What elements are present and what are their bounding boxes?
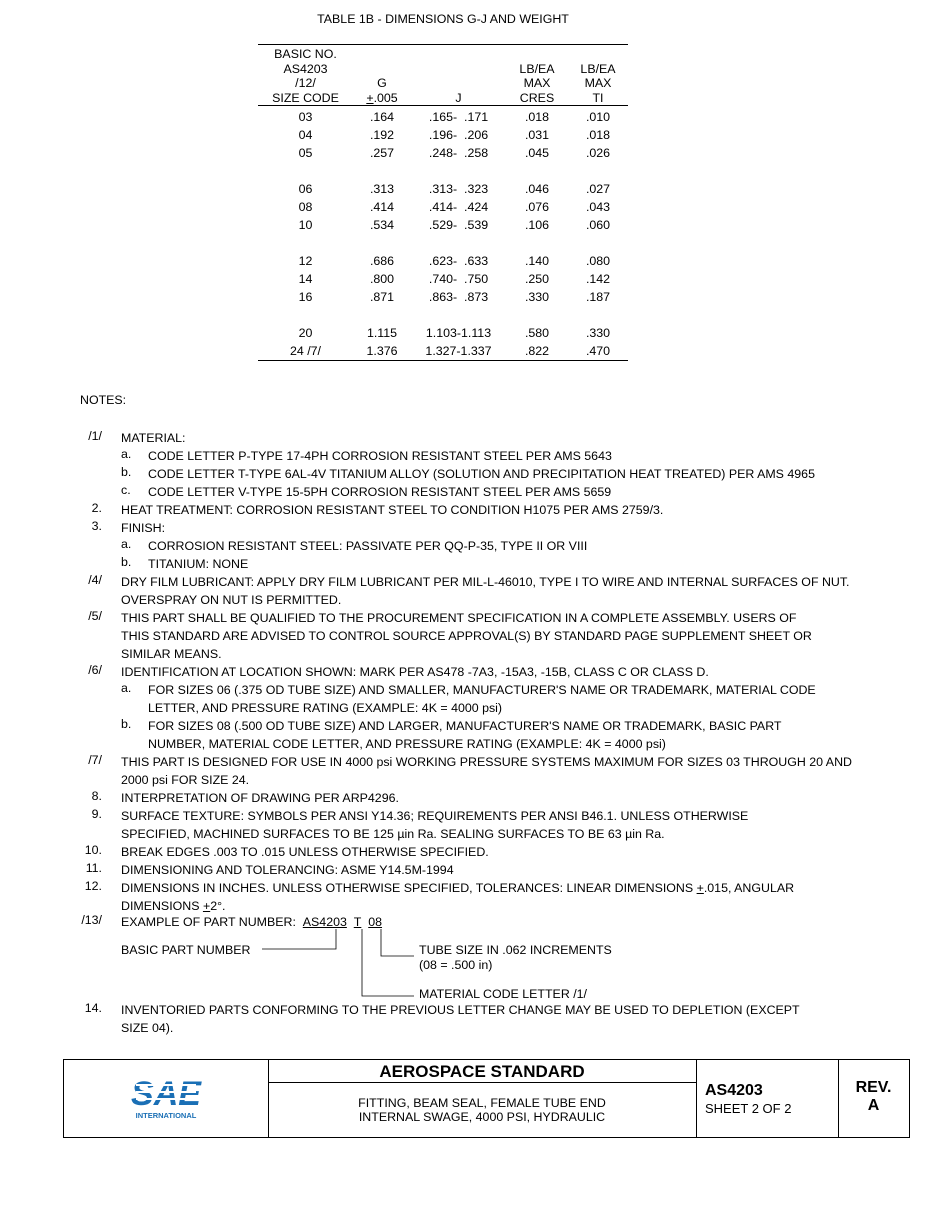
table-row: 04 .192 .196- .206 .031 .018 <box>298 128 611 143</box>
notes-heading: NOTES: <box>80 393 127 407</box>
title-cell <box>268 1060 697 1137</box>
table-spacer <box>258 162 628 180</box>
table-row: 08 .414 .414- .424 .076 .043 <box>298 199 611 214</box>
header-j: J <box>411 45 506 106</box>
sae-logo <box>64 1060 268 1137</box>
table-title: TABLE 1B - DIMENSIONS G-J AND WEIGHT <box>317 12 569 26</box>
sae-logo-cell <box>64 1060 269 1137</box>
header-ti: LB/EA MAX TI <box>568 45 628 106</box>
document-number: AS4203 <box>705 1082 763 1099</box>
revision-value: A <box>867 1097 880 1114</box>
title-block <box>63 1059 910 1138</box>
table-spacer <box>258 306 628 324</box>
sheet-number: SHEET 2 OF 2 <box>705 1101 792 1116</box>
table-row: 12 .686 .623- .633 .140 .080 <box>298 253 611 268</box>
table-row: 06 .313 .313- .323 .046 .027 <box>298 181 611 196</box>
sae-logo-text: SAE <box>131 1075 201 1113</box>
tube-size-label: TUBE SIZE IN .062 INCREMENTS <box>419 943 612 957</box>
table-row: 14 .800 .740- .750 .250 .142 <box>298 271 611 286</box>
table-header-row <box>258 45 628 106</box>
sae-logo-subtext: INTERNATIONAL <box>135 1111 197 1120</box>
revision-cell <box>838 1060 909 1137</box>
dimensions-table <box>258 44 628 361</box>
leader-basic <box>262 929 336 949</box>
part-number-basic: AS4203 <box>302 915 347 929</box>
header-size-code: BASIC NO. AS4203 /12/ SIZE CODE <box>258 45 353 106</box>
header-g: G +.005 <box>353 45 411 106</box>
part-number-material: T <box>353 915 362 929</box>
basic-part-number-label: BASIC PART NUMBER <box>121 943 251 957</box>
part-number-size: 08 <box>368 915 383 929</box>
leader-material <box>362 929 414 996</box>
table-row: 24 /7/ 1.376 1.327-1.337 .822 .470 <box>258 342 628 361</box>
header-cres: LB/EA MAX CRES <box>506 45 568 106</box>
revision-label: REV. <box>855 1079 892 1096</box>
table-row: 05 .257 .248- .258 .045 .026 <box>298 146 611 161</box>
table-row: 20 1.115 1.103-1.113 .580 .330 <box>298 325 611 340</box>
table-spacer <box>258 234 628 252</box>
material-code-label: MATERIAL CODE LETTER /1/ <box>419 987 587 1001</box>
table-row: 10 .534 .529- .539 .106 .060 <box>298 218 611 233</box>
table-row: 16 .871 .863- .873 .330 .187 <box>298 289 611 304</box>
standard-type: AEROSPACE STANDARD <box>268 1060 696 1083</box>
table-row: 03 .164 .165- .171 .018 .010 <box>298 110 611 124</box>
leader-tube-size <box>381 929 414 956</box>
tube-size-example: (08 = .500 in) <box>419 958 493 972</box>
document-number-cell <box>696 1060 839 1137</box>
part-description: FITTING, BEAM SEAL, FEMALE TUBE END INTERNAL SWAGE, 4000 PSI, HYDRAULIC <box>358 1096 606 1124</box>
